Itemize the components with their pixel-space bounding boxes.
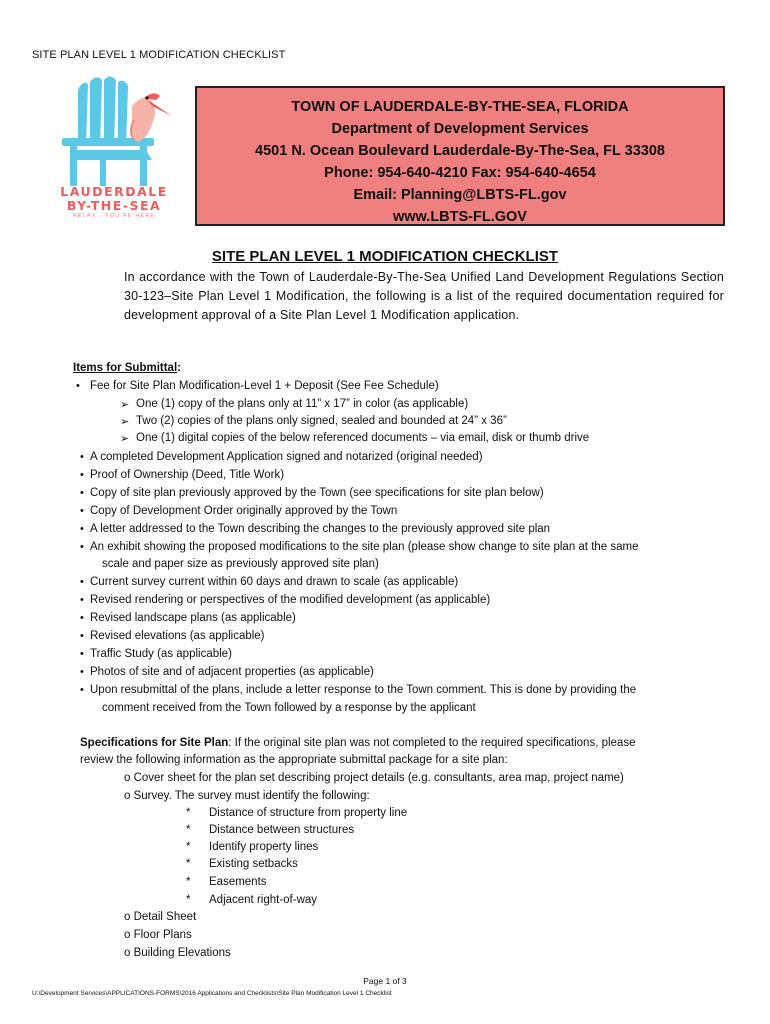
survey-item: Distance of structure from property line <box>209 807 408 819</box>
asterisk-icon: * <box>186 858 191 870</box>
survey-item: Adjacent right-of-way <box>209 894 318 906</box>
asterisk-icon: * <box>186 824 191 836</box>
list-item: Copy of Development Order originally approved by the Town <box>90 505 398 517</box>
file-path: U:\Development Services\APPLICATIONS-FORMS\2016 Applications and Checklists\Site Plan Modification Level 1 Checklist <box>32 990 392 997</box>
asterisk-icon: * <box>186 894 191 906</box>
bullet-icon: • <box>80 576 84 588</box>
arrow-bullet-icon: ➢ <box>120 416 130 428</box>
page-title: SITE PLAN LEVEL 1 MODIFICATION CHECKLIST <box>211 248 559 265</box>
arrow-bullet-icon: ➢ <box>120 433 130 445</box>
list-item: A letter addressed to the Town describing the changes to the previously approved site plan <box>90 523 551 535</box>
survey-item: Distance between structures <box>209 824 355 836</box>
list-item: Current survey current within 60 days and drawn to scale (as applicable) <box>90 576 459 588</box>
bullet-icon: • <box>80 523 84 535</box>
sub-item: Two (2) copies of the plans only signed, sealed and bounded at 24” x 36” <box>136 415 507 427</box>
survey-item: Identify property lines <box>209 841 319 853</box>
specs-paragraph <box>80 737 635 749</box>
specs-text: : If the original site plan was not completed to the required specifications, please <box>228 737 636 749</box>
list-item: Copy of site plan previously approved by the Town (see specifications for site plan below) <box>90 487 544 499</box>
arrow-bullet-icon: ➢ <box>120 399 130 411</box>
adirondack-chair-pelican-icon <box>48 76 180 188</box>
list-item: Revised landscape plans (as applicable) <box>90 612 296 624</box>
asterisk-icon: * <box>186 807 191 819</box>
list-item: A completed Development Application signed and notarized (original needed) <box>90 451 483 463</box>
items-heading-colon: : <box>177 362 181 374</box>
list-item: Revised rendering or perspectives of the modified development (as applicable) <box>90 594 491 606</box>
spec-floor-plans: o Floor Plans <box>124 929 192 941</box>
phone-fax: Phone: 954-640-4210 Fax: 954-640-4654 <box>324 165 596 181</box>
fee-item: Fee for Site Plan Modification-Level 1 + Deposit (See Fee Schedule) <box>90 380 439 392</box>
bullet-icon: • <box>80 666 84 678</box>
spec-survey: o Survey. The survey must identify the following: <box>124 790 370 802</box>
department-name: Department of Development Services <box>331 121 589 137</box>
list-item: Proof of Ownership (Deed, Title Work) <box>90 469 285 481</box>
list-item-continuation: comment received from the Town followed by a response by the applicant <box>102 702 476 714</box>
town-logo <box>48 76 180 222</box>
spec-building-elevations: o Building Elevations <box>124 947 231 959</box>
org-name: TOWN OF LAUDERDALE-BY-THE-SEA, FLORIDA <box>291 99 629 115</box>
bullet-icon: • <box>80 612 84 624</box>
logo-wordmark-line2: BY-THE-SEA <box>66 198 162 213</box>
bullet-icon: • <box>80 630 84 642</box>
specs-heading: Specifications for Site Plan <box>80 737 229 749</box>
bullet-icon: • <box>80 505 84 517</box>
bullet-icon: • <box>80 684 84 696</box>
spec-detail-sheet: o Detail Sheet <box>124 911 197 923</box>
items-heading <box>73 362 181 374</box>
contact-info-box <box>195 86 725 226</box>
spec-cover-sheet: o Cover sheet for the plan set describing project details (e.g. consultants, area map, project name) <box>124 772 624 784</box>
list-item: Revised elevations (as applicable) <box>90 630 265 642</box>
bullet-icon: • <box>80 648 84 660</box>
logo-tagline: RELAX...YOU'RE HERE <box>72 213 156 219</box>
asterisk-icon: * <box>186 841 191 853</box>
bullet-icon: • <box>76 380 80 392</box>
address: 4501 N. Ocean Boulevard Lauderdale-By-The-Sea, FL 33308 <box>255 143 665 159</box>
list-item: An exhibit showing the proposed modifications to the site plan (please show change to site plan at the same <box>90 541 639 553</box>
list-item-continuation: scale and paper size as previously approved site plan) <box>102 558 379 570</box>
bullet-icon: • <box>80 451 84 463</box>
list-item: Photos of site and of adjacent properties (as applicable) <box>90 666 374 678</box>
survey-item: Easements <box>209 876 267 888</box>
sub-item: One (1) digital copies of the below referenced documents – via email, disk or thumb drive <box>136 432 590 444</box>
email: Email: Planning@LBTS-FL.gov <box>353 187 567 203</box>
bullet-icon: • <box>80 541 84 553</box>
website: www.LBTS-FL.GOV <box>393 209 527 225</box>
list-item: Traffic Study (as applicable) <box>90 648 232 660</box>
logo-wordmark-line1: LAUDERDALE <box>60 184 168 199</box>
page-number: Page 1 of 3 <box>363 976 407 986</box>
sub-item: One (1) copy of the plans only at 11” x 17” in color (as applicable) <box>136 398 469 410</box>
document-header: SITE PLAN LEVEL 1 MODIFICATION CHECKLIST <box>32 49 286 61</box>
specs-text-line2: review the following information as the appropriate submittal package for a site plan: <box>80 754 508 766</box>
intro-paragraph: In accordance with the Town of Lauderdale-By-The-Sea Unified Land Development Regulations Section 30-123–Site Plan Level 1 Modification, the following is a list of the required documentation required for development approval of a Site Plan Level 1 Modification application. <box>124 270 724 322</box>
survey-item: Existing setbacks <box>209 858 298 870</box>
bullet-icon: • <box>80 487 84 499</box>
bullet-icon: • <box>80 469 84 481</box>
list-item: Upon resubmittal of the plans, include a letter response to the Town comment. This is done by providing the <box>90 684 637 696</box>
bullet-icon: • <box>80 594 84 606</box>
items-heading-text: Items for Submittal <box>73 362 178 374</box>
asterisk-icon: * <box>186 876 191 888</box>
